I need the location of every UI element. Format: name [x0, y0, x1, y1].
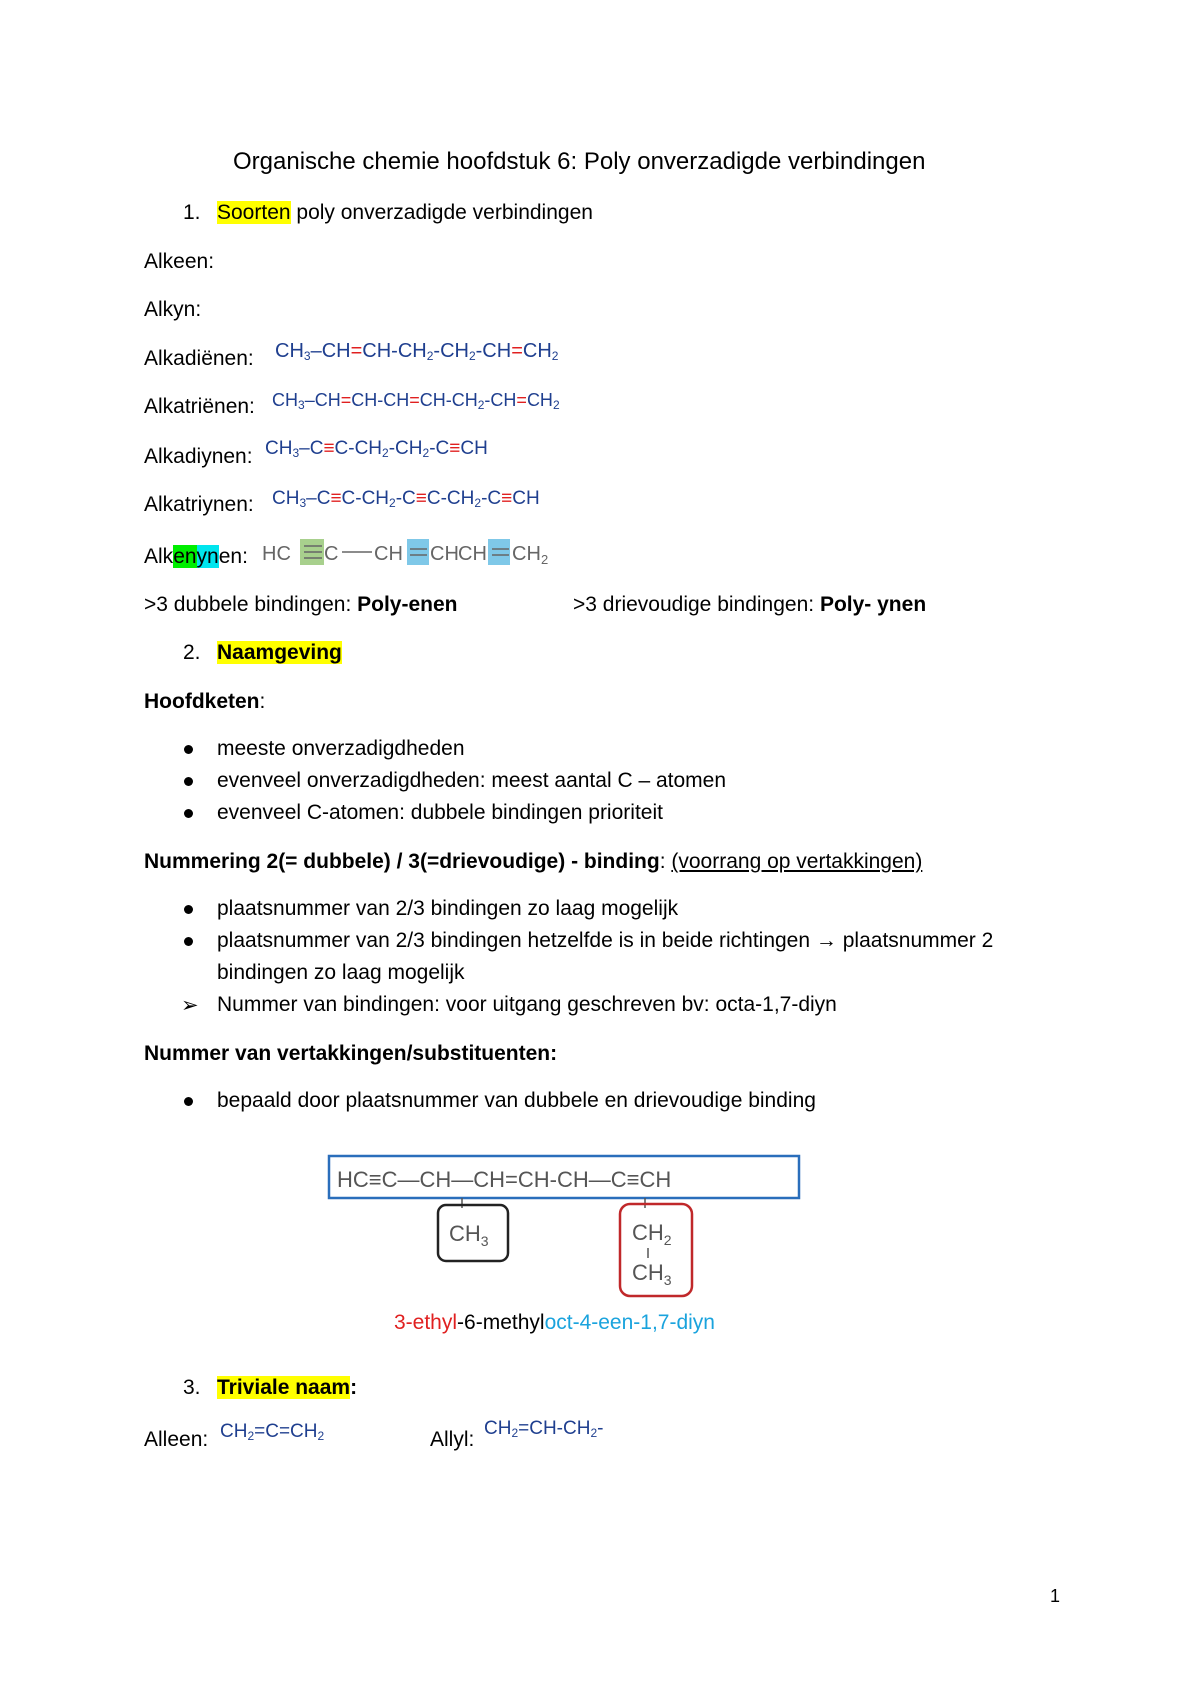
- page-title: Organische chemie hoofdstuk 6: Poly onverzadigde verbindingen: [233, 148, 926, 175]
- hoofdketen-label: Hoofdketen:: [144, 690, 266, 713]
- structure-diagram: [325, 1150, 805, 1300]
- alkenynen-atom-3: CH: [374, 543, 403, 565]
- ethyl-ch3: $CH_3$: [632, 1260, 672, 1288]
- alkatriynen-label: Alkatriynen:: [144, 493, 254, 516]
- poly-enen-line: >3 dubbele bindingen: Poly-enen: [144, 593, 458, 616]
- hoofdketen-item-2: evenveel onverzadigdheden: meest aantal C – atomen: [217, 769, 727, 792]
- double-bond-highlight-1: [407, 539, 429, 565]
- page-number: 1: [1050, 1586, 1061, 1606]
- alkatriynen-formula: $CH_3-C\equiv C-CH_2-C\equiv C-CH_2-C\equiv CH$: [272, 488, 540, 510]
- ethyl-ch2: $CH_2$: [632, 1220, 672, 1248]
- section-2-heading: Naamgeving: [217, 641, 342, 664]
- alkenynen-atom-1: HC: [262, 543, 291, 565]
- nummering-item-2: plaatsnummer van 2/3 bindingen hetzelfde is in beide richtingen → plaatsnummer 2: [217, 929, 994, 952]
- alkenynen-sub-2: 2: [541, 552, 549, 567]
- alleen-label: Alleen:: [144, 1428, 209, 1451]
- example-name: 3-ethyl-6-methyloct-4-een-1,7-diyn: [394, 1311, 715, 1334]
- alleen-formula: $CH_2=C=CH_2$: [220, 1421, 325, 1443]
- main-chain-formula: HC≡C—CH—CH=CH-CH—C≡CH: [337, 1167, 672, 1192]
- hoofdketen-item-1: meeste onverzadigdheden: [217, 737, 465, 760]
- vertakkingen-item: bepaald door plaatsnummer van dubbele en drievoudige binding: [217, 1089, 816, 1112]
- alkenynen-atom-2: C: [324, 543, 339, 565]
- arrow-right-icon: →: [815, 929, 837, 952]
- bullet: [184, 905, 193, 914]
- nummering-item-1: plaatsnummer van 2/3 bindingen zo laag mogelijk: [217, 897, 679, 920]
- alkenynen-label: Alkenynen:: [144, 545, 248, 568]
- section-2-number: 2.: [183, 641, 201, 664]
- alkatrienen-label: Alkatriënen:: [144, 395, 255, 418]
- vertakkingen-label: Nummer van vertakkingen/substituenten:: [144, 1042, 558, 1065]
- allyl-label: Allyl:: [430, 1428, 475, 1451]
- alkenynen-atom-4: CH: [430, 543, 459, 565]
- double-bond-highlight-2: [488, 539, 510, 565]
- alkadienen-label: Alkadiënen:: [144, 347, 254, 370]
- arrowhead-bullet-icon: ➢: [181, 994, 199, 1017]
- bullet: [184, 777, 193, 786]
- alkenynen-formula: [262, 535, 562, 569]
- alkenynen-atom-5: CH: [458, 543, 487, 565]
- section-1-heading-highlight: Soorten: [217, 201, 291, 224]
- nummering-item-2-cont: bindingen zo laag mogelijk: [217, 961, 465, 984]
- section-1-number: 1.: [183, 201, 201, 224]
- nummering-label: Nummering 2(= dubbele) / 3(=drievoudige) - binding: (voorrang op vertakkingen): [144, 850, 923, 873]
- nummering-item-3: Nummer van bindingen: voor uitgang geschreven bv: octa-1,7-diyn: [217, 993, 837, 1016]
- alkadiynen-formula: $CH_3-C\equiv C-CH_2-CH_2-C\equiv CH$: [265, 438, 488, 460]
- alkatrienen-formula: $CH_3-CH=CH-CH=CH-CH_2-CH=CH_2$: [272, 390, 560, 412]
- alkyn-label: Alkyn:: [144, 298, 202, 321]
- alkeen-label: Alkeen:: [144, 250, 215, 273]
- alkenynen-atom-6: CH: [512, 543, 541, 565]
- allyl-formula: $CH_2=CH-CH_2-$: [484, 1418, 604, 1440]
- section-1-heading: [217, 201, 593, 225]
- section-3-number: 3.: [183, 1376, 201, 1399]
- bullet: [184, 809, 193, 818]
- methyl-group: $CH_3$: [449, 1221, 489, 1249]
- bullet: [184, 745, 193, 754]
- bullet: [184, 937, 193, 946]
- bullet: [184, 1097, 193, 1106]
- section-1-heading-rest: poly onverzadigde verbindingen: [290, 201, 593, 224]
- alkadienen-formula: $CH_3-CH=CH-CH_2-CH_2-CH=CH_2$: [275, 340, 559, 363]
- hoofdketen-item-3: evenveel C-atomen: dubbele bindingen prioriteit: [217, 801, 663, 824]
- alkadiynen-label: Alkadiynen:: [144, 445, 253, 468]
- poly-ynen-line: >3 drievoudige bindingen: Poly- ynen: [573, 593, 927, 616]
- section-3-heading: Triviale naam:: [217, 1376, 358, 1399]
